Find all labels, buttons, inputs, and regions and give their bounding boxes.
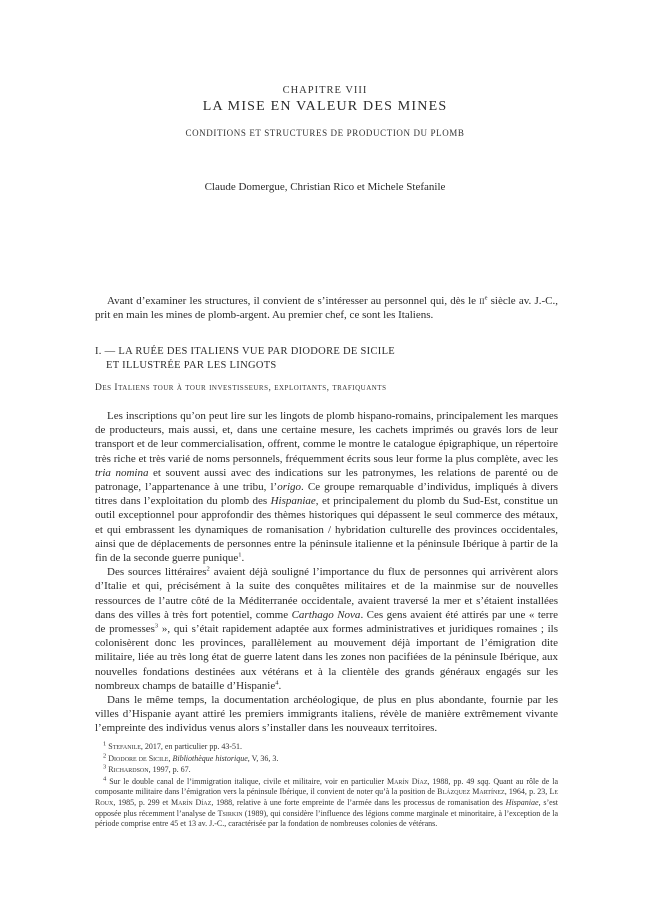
text-run: Quant au rôle de la composante militaire dans l’émigration vers la péninsule Ibérique, il convient de noter qu’à la position de <box>95 776 559 797</box>
text-run: , 1988, relative à une forte empreinte de l’armée dans les processus de romanisation des <box>211 797 506 807</box>
footnote-number: 1 <box>103 740 107 748</box>
century-suffix: e <box>484 294 488 302</box>
section-heading <box>95 345 558 372</box>
cited-work: Bibliothèque historique <box>172 753 248 763</box>
text-run: , <box>168 753 173 763</box>
intro-text <box>95 294 558 322</box>
footnotes <box>95 742 558 831</box>
cited-author: Marín Díaz <box>386 776 428 786</box>
chapter-authors: Claude Domergue, Christian Rico et Michele Stefanile <box>204 181 446 193</box>
text-run: . <box>278 679 282 692</box>
intro-text-part: siècle av. J.-C., prit en main les mines de plomb-argent. Au premier chef, ce sont les Italiens. <box>95 295 558 322</box>
text-run: , s’est opposée plus récemment l’analyse de <box>95 797 558 818</box>
footnote-ref: 1 <box>238 551 242 559</box>
body-paragraph: Dans le même temps, la documentation archéologique, de plus en plus abondante, fournie par les villes d’Hispanie ayant attiré les premiers immigrants italiens, révèle de manière extrêmement vivante l’empreinte des individus venus alors s’installer dans les nouveaux territoires. <box>95 694 558 735</box>
cited-author: Blázquez Martínez <box>437 787 505 797</box>
footnote-ref: 2 <box>206 565 210 573</box>
chapter-subtitle: CONDITIONS ET STRUCTURES DE PRODUCTION DU PLOMB <box>185 128 465 138</box>
text-run: . <box>241 552 245 565</box>
text-run: Les inscriptions qu’on peut lire sur les lingots de plomb hispano-romains, principalement les marques de producteurs, mais aussi, et, dans une certaine mesure, les cachets imprimés ou gravés lors de leur transport et de leur commercialisation, offrent, comme le montre le catalogue épigraphique, un répertoire très riche et très varié de noms personnels, fréquemment écrits sous leur forme la plus complète, avec les <box>95 410 558 465</box>
footnote-ref: 4 <box>275 679 279 687</box>
text-run: , et principalement du plomb du Sud-Est, constitue un outil exceptionnel pour approfondir des thèmes historiques qui dépassent le seul commerce des métaux, et qui embrassent les dynamiques de romanisation / hybridation culturelle des provinces occidentales, ainsi que de déplacements de personnes entre la péninsule italienne et la péninsule Ibérique à partir de la fin de la seconde guerre punique <box>95 495 559 565</box>
italic-term: origo <box>277 481 302 494</box>
cited-author: Tsirkin <box>217 808 243 818</box>
section-heading-line: ET ILLUSTRÉE PAR LES LINGOTS <box>106 359 277 371</box>
body-paragraph <box>95 565 558 693</box>
cited-author: Marín Díaz <box>170 797 212 807</box>
cited-author: Richardson <box>108 765 149 775</box>
footnote <box>95 742 558 753</box>
century-numeral: ii <box>479 295 485 307</box>
chapter-label: CHAPITRE VIII <box>282 85 368 96</box>
italic-term: Hispaniae <box>270 495 316 508</box>
footnote-number: 4 <box>103 775 107 783</box>
footnote-number: 3 <box>103 763 107 771</box>
text-run: et souvent aussi avec des indications sur les patronymes, les relations de parenté ou de patronage, l’appartenance à une tribu, l’ <box>95 466 558 494</box>
italic-term: tria nomina <box>95 466 149 479</box>
text-run: . Ce groupe remarquable d’individus, impliqués à divers titres dans l’exploitation du plomb des <box>95 481 559 508</box>
text-run: , 2017, en particulier pp. 43-51. <box>140 742 243 751</box>
text-run: , 1988, pp. 49 <box>427 776 478 786</box>
intro-text-part: Avant d’examiner les structures, il convient de s’intéresser au personnel qui, dès le <box>107 295 480 307</box>
italic-term: Carthago Nova <box>291 608 361 621</box>
footnote <box>95 765 558 776</box>
body-paragraph <box>95 409 558 565</box>
text-run: , 1997, p. 67. <box>148 765 191 775</box>
text-run: Des sources littéraires <box>107 566 207 579</box>
subsection-heading: Des Italiens tour à tour investisseurs, exploitants, trafiquants <box>95 383 387 393</box>
footnote-ref: 3 <box>154 622 159 630</box>
body-text <box>95 409 558 736</box>
text-run: . Ces gens avaient été attirés par une « terre de promesses <box>95 608 558 636</box>
cited-author: Le Roux <box>95 787 559 807</box>
text-run: Sur le double canal de l’immigration italique, civile et militaire, voir en particulier <box>106 776 387 786</box>
text-run: », qui s’était rapidement adaptée aux formes administratives et juridiques romaines ; ils colonisèrent donc les provinces, parallèlement au mouvement déjà important de l’émigration dite militaire, liée au très long état de guerre latent dans les zones non pacifiées de la péninsule Ibérique, aux nouvelles fondations destinées aux vétérans et à la clientèle des grands généraux engagés sur les nombreux champs de bataille d’Hispanie <box>95 623 558 692</box>
footnote-number: 2 <box>103 751 107 759</box>
italic-term: Hispaniae <box>505 797 539 807</box>
footnote <box>95 777 558 830</box>
footnote <box>95 751 558 765</box>
italic-term: sqq. <box>477 776 491 786</box>
text-run: , 1964, p. 23, <box>504 787 550 797</box>
cited-author: Diodore de Sicile <box>108 753 169 763</box>
cited-author: Stefanile <box>108 742 141 751</box>
section-heading-line: I. — LA RUÉE DES ITALIENS VUE PAR DIODORE DE SICILE <box>95 346 395 357</box>
chapter-title: LA MISE EN VALEUR DES MINES <box>202 99 448 114</box>
text-run: avaient déjà souligné l’importance du flux de personnes qui arrivèrent alors d’Italie et qui, précisément à la suite des conquêtes militaires et de la mainmise sur de nouvelles ressources de l’autre côté de la Méditerranée occidentale, avaient traversé la mer et s’étaient installées dans des villes à très fort potentiel, comme <box>95 566 558 621</box>
text-run: (1989), qui considère l’influence des légions comme marginale et minoritaire, à l’exception de la période comprise entre 45 et 13 av. J.-C., caractérisée par la fondation de nombreuses colonies de vétérans. <box>95 808 558 829</box>
text-run: , V, 36, 3. <box>247 753 279 763</box>
intro-paragraph <box>95 294 558 322</box>
text-run: , 1985, p. 299 et <box>113 797 171 807</box>
